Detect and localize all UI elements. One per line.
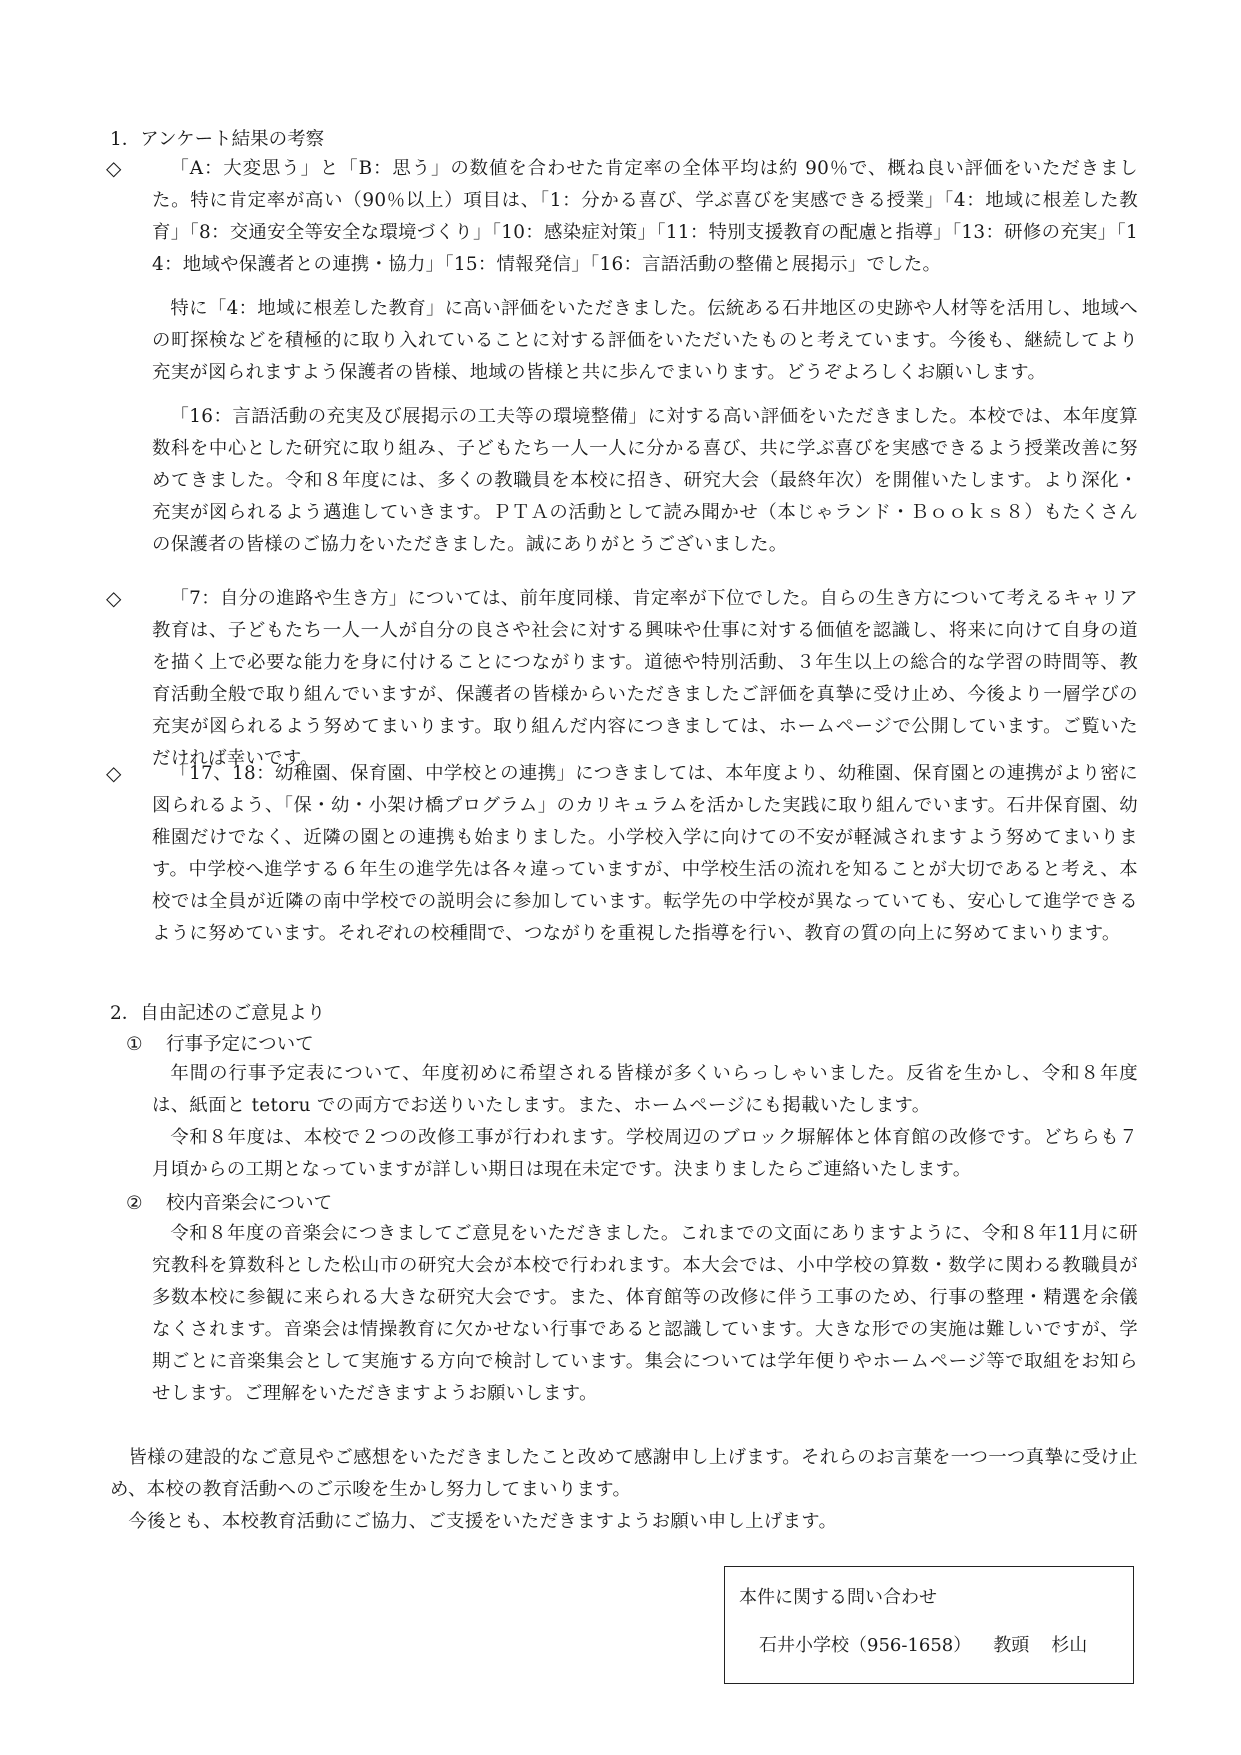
closing-para2: 今後とも、本校教育活動にご協力、ご支援をいただきますようお願い申し上げます。 — [128, 1511, 838, 1532]
section1-heading: 1．アンケート結果の考察 — [110, 129, 325, 150]
circled-number: ① — [126, 1034, 143, 1055]
s2-sub2-para1: 令和８年度の音楽会につきましてご意見をいただきました。これまでの文面にありますように、令和８年11月に研究教科を算数科とした松山市の研究大会が本校で行われます。本大会では、小中学校の算数・数学に関わる教職員が多数本校に参観に来られる大きな研究大会です。また、体育館等の改修に伴う工事のため、行事の整理・精選を余儀なくされます。音楽会は情操教育に欠かせない行事であると認識しています。大きな形での実施は難しいですが、学期ごとに音楽集会として実施する方向で検討しています。集会については学年便りやホームページ等で取組をお知らせします。ご理解をいただきますようお願いします。 — [152, 1223, 1138, 1404]
s1-item1-para3: 「16：言語活動の充実及び展掲示の工夫等の環境整備」に対する高い評価をいただきました。本校では、本年度算数科を中心とした研究に取り組み、子どもたち一人一人に分かる喜び、共に学ぶ喜びを実感できるよう授業改善に努めてきました。令和８年度には、多くの教職員を本校に招き、研究大会（最終年次）を開催いたします。より深化・充実が図られるよう邁進していきます。ＰＴＡの活動として読み聞かせ（本じゃランド・Ｂｏｏｋｓ８）もたくさんの保護者の皆様のご協力をいただきました。誠にありがとうございました。 — [152, 406, 1138, 555]
s1-item2-para1: 「7：自分の進路や生き方」については、前年度同様、肯定率が下位でした。自らの生き方について考えるキャリア教育は、子どもたち一人一人が自分の良さや社会に対する興味や仕事に対する価値を認識し、将来に向けて自身の道を描く上で必要な能力を身に付けることにつながります。道徳や特別活動、３年生以上の総合的な学習の時間等、教育活動全般で取り組んでいますが、保護者の皆様からいただきましたご評価を真摯に受け止め、今後より一層学びの充実が図られるよう努めてまいります。取り組んだ内容につきましては、ホームページで公開しています。ご覧いただければ幸いです。 — [152, 588, 1138, 769]
s2-sub1-para2: 令和８年度は、本校で２つの改修工事が行われます。学校周辺のブロック塀解体と体育館の改修です。どちらも７月頃からの工期となっていますが詳しい期日は現在未定です。決まりましたらご連絡いたします。 — [152, 1127, 1138, 1180]
s1-item3-para1: 「17、18：幼稚園、保育園、中学校との連携」につきましては、本年度より、幼稚園、保育園との連携がより密に図られるよう、「保・幼・小架け橋プログラム」のカリキュラムを活かした実践に取り組んでいます。石井保育園、幼稚園だけでなく、近隣の園との連携も始まりました。小学校入学に向けての不安が軽減されますよう努めてまいります。中学校へ進学する６年生の進学先は各々違っていますが、中学校生活の流れを知ることが大切であると考え、本校では全員が近隣の南中学校での説明会に参加しています。転学先の中学校が異なっていても、安心して進学できるように努めています。それぞれの校種間で、つながりを重視した指導を行い、教育の質の向上に努めてまいります。 — [152, 763, 1138, 944]
closing-para1: 皆様の建設的なご意見やご感想をいただきましたこと改めて感謝申し上げます。それらのお言葉を一つ一つ真摯に受け止め、本校の教育活動へのご示唆を生かし努力してまいります。 — [110, 1447, 1138, 1500]
subsection-title: 行事予定について — [166, 1034, 314, 1055]
circled-number: ② — [126, 1193, 143, 1214]
section2-heading: 2．自由記述のご意見より — [110, 1003, 326, 1024]
s2-sub1-para1: 年間の行事予定表について、年度初めに希望される皆様が多くいらっしゃいました。反省を生かし、令和８年度は、紙面と tetoru での両方でお送りいたします。また、ホームページにも掲載いたします。 — [152, 1063, 1138, 1116]
subsection-heading-1 — [126, 1031, 314, 1059]
contact-role: 教頭 — [993, 1635, 1030, 1656]
subsection-title: 校内音楽会について — [166, 1193, 333, 1214]
s1-item1-para2: 特に「4：地域に根差した教育」に高い評価をいただきました。伝統ある石井地区の史跡や人材等を活用し、地域への町探検などを積極的に取り入れていることに対する評価をいただいたものと考えています。今後も、継続してより充実が図られますよう保護者の皆様、地域の皆様と共に歩んでまいります。どうぞよろしくお願いします。 — [152, 298, 1138, 383]
bullet-diamond: ◇ — [106, 761, 122, 785]
subsection-heading-2 — [126, 1190, 332, 1218]
contact-school: 石井小学校（956-1658） — [759, 1635, 972, 1656]
contact-name: 杉山 — [1051, 1635, 1088, 1656]
contact-line — [759, 1631, 1109, 1661]
contact-title: 本件に関する問い合わせ — [739, 1587, 937, 1608]
bullet-diamond: ◇ — [106, 156, 122, 180]
contact-box — [724, 1566, 1134, 1684]
bullet-diamond: ◇ — [106, 586, 122, 610]
s1-item1-para1: 「A：大変思う」と「B：思う」の数値を合わせた肯定率の全体平均は約 90％で、概ね良い評価をいただきました。特に肯定率が高い（90％以上）項目は、「1：分かる喜び、学ぶ喜びを実感できる授業」「4：地域に根差した教育」「8：交通安全等安全な環境づくり」「10：感染症対策」「11：特別支援教育の配慮と指導」「13：研修の充実」「14：地域や保護者との連携・協力」「15：情報発信」「16：言語活動の整備と展掲示」でした。 — [152, 158, 1138, 275]
